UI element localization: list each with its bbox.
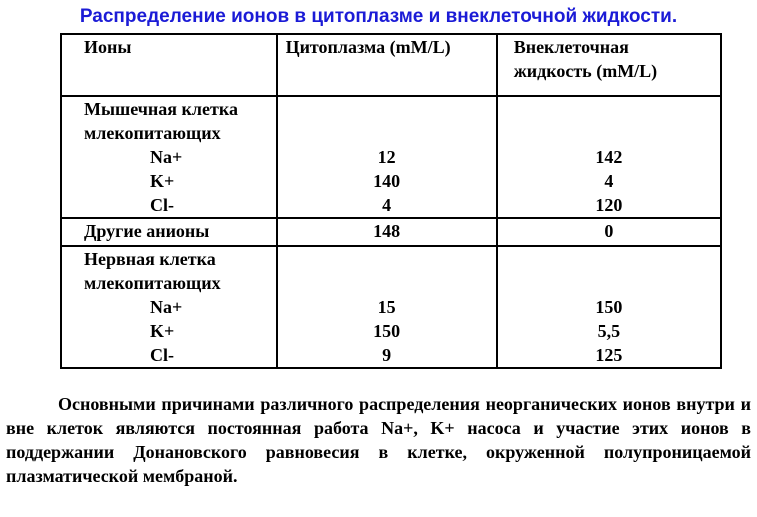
muscle-cyto-k: 140 bbox=[373, 171, 401, 191]
muscle-extra-cl: 120 bbox=[595, 195, 623, 215]
header-cytoplasm: Цитоплазма (mM/L) bbox=[277, 34, 497, 96]
header-extracellular-line1: Внеклеточная bbox=[513, 37, 629, 57]
nerve-cyto-na: 15 bbox=[377, 297, 396, 317]
other-anions-cytoplasm: 148 bbox=[277, 218, 497, 246]
header-extracellular bbox=[497, 34, 721, 96]
muscle-cyto-na: 12 bbox=[377, 147, 396, 167]
table-row-other-anions bbox=[61, 218, 721, 246]
muscle-extra-na: 142 bbox=[595, 147, 623, 167]
nerve-extracellular-cell bbox=[497, 246, 721, 368]
other-anions-extracellular: 0 bbox=[497, 218, 721, 246]
page-title: Распределение ионов в цитоплазме и внеклеточной жидкости. bbox=[79, 6, 678, 27]
nerve-group-line2: млекопитающих bbox=[84, 273, 221, 293]
table-row-muscle bbox=[61, 96, 721, 218]
other-anions-label: Другие анионы bbox=[61, 218, 277, 246]
header-extracellular-line2: жидкость (mM/L) bbox=[513, 61, 658, 81]
nerve-ions-cell bbox=[61, 246, 277, 368]
muscle-extracellular-cell bbox=[497, 96, 721, 218]
table-row-nerve bbox=[61, 246, 721, 368]
muscle-extra-k: 4 bbox=[604, 171, 614, 191]
nerve-cyto-cl: 9 bbox=[382, 345, 392, 365]
nerve-group-line1: Нервная клетка bbox=[84, 249, 216, 269]
nerve-cyto-k: 150 bbox=[373, 321, 401, 341]
muscle-ion-k: K+ bbox=[150, 171, 175, 191]
nerve-cytoplasm-cell bbox=[277, 246, 497, 368]
muscle-group-line2: млекопитающих bbox=[84, 123, 221, 143]
nerve-extra-na: 150 bbox=[595, 297, 623, 317]
muscle-ion-na: Na+ bbox=[150, 147, 183, 167]
table-header-row bbox=[61, 34, 721, 96]
muscle-cyto-cl: 4 bbox=[382, 195, 392, 215]
nerve-ion-k: K+ bbox=[150, 321, 175, 341]
muscle-ions-cell bbox=[61, 96, 277, 218]
muscle-ion-cl: Cl- bbox=[150, 195, 174, 215]
explanation-paragraph: Основными причинами различного распределения неорганических ионов внутри и вне клеток являются постоянная работа Na+, K+ насоса и участие этих ионов в поддержании Донановского равновесия в клетке, окруженной полупроницаемой плазматической мембраной. bbox=[6, 394, 751, 486]
muscle-cytoplasm-cell bbox=[277, 96, 497, 218]
nerve-extra-cl: 125 bbox=[595, 345, 623, 365]
ion-distribution-table bbox=[60, 33, 722, 369]
nerve-extra-k: 5,5 bbox=[597, 321, 621, 341]
nerve-ion-cl: Cl- bbox=[150, 345, 174, 365]
muscle-group-line1: Мышечная клетка bbox=[84, 99, 238, 119]
nerve-ion-na: Na+ bbox=[150, 297, 183, 317]
header-ions: Ионы bbox=[61, 34, 277, 96]
